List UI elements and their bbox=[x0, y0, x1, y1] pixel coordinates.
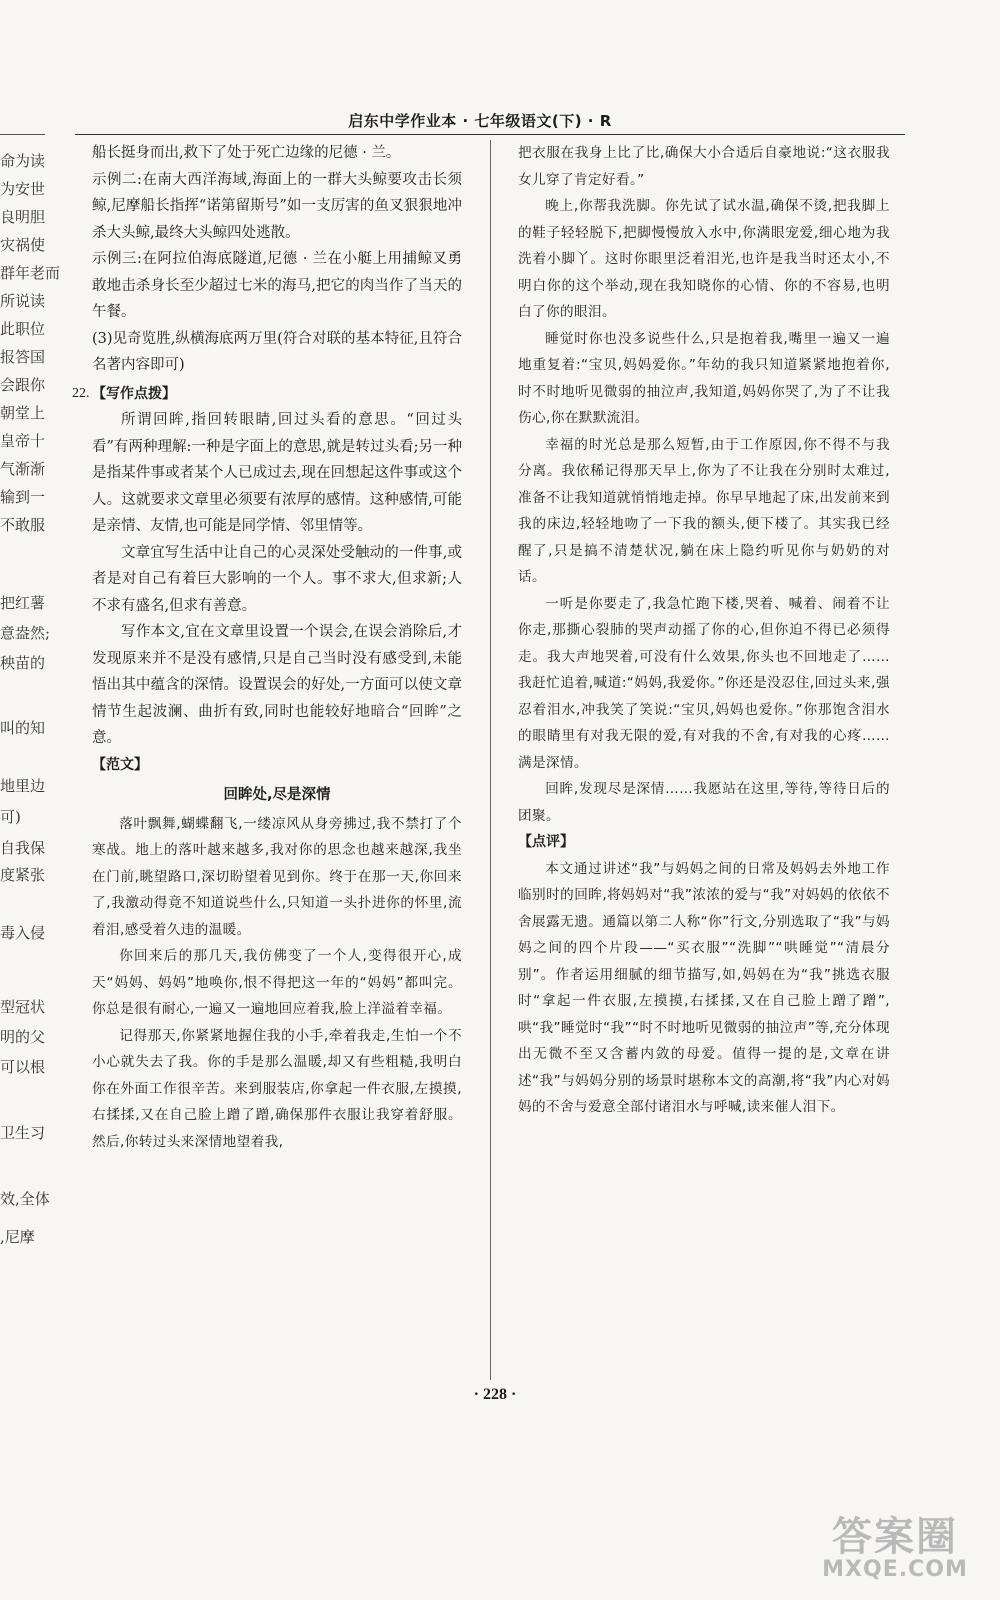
edge-fragment: 叫的知 bbox=[0, 719, 46, 737]
edge-fragment: 皇帝十 bbox=[0, 432, 46, 450]
edge-fragment: 此职位 bbox=[0, 320, 46, 338]
question-22-heading bbox=[72, 381, 462, 408]
edge-fragment: 自我保 bbox=[0, 839, 46, 857]
edge-fragment: 良明胆 bbox=[0, 208, 46, 226]
edge-fragment: 把红薯 bbox=[0, 594, 46, 612]
essay-paragraph: 落叶飘舞,蝴蝶翻飞,一缕凉风从身旁拂过,我不禁打了个寒战。地上的落叶越来越多,我对你的思念也越来越深,我坐在门前,眺望路口,深切盼望着见到你。终于在那一天,你回来了,我激动得竟不知道说些什么,只知道一头扑进你的怀里,流着泪,感受着久违的温暖。 bbox=[92, 815, 462, 938]
right-column bbox=[518, 140, 890, 1121]
edge-fragment: 明的父 bbox=[0, 1028, 46, 1046]
essay-paragraph: 你回来后的那几天,我仿佛变了一个人,变得很开心,成天“妈妈、妈妈”地唤你,恨不得把这一年的“妈妈”都叫完。你总是很有耐心,一遍又一遍地回应着我,脸上洋溢着幸福。 bbox=[92, 948, 462, 1017]
edge-fragment: 毒入侵 bbox=[0, 924, 46, 942]
edge-fragment: 型冠状 bbox=[0, 998, 46, 1016]
column-divider bbox=[490, 140, 491, 1380]
essay-paragraph: 把衣服在我身上比了比,确保大小合适后自豪地说:“这衣服我女儿穿了肯定好看。” bbox=[518, 145, 890, 188]
edge-fragment: 命为读 bbox=[0, 152, 46, 170]
edge-fragment: 会跟你 bbox=[0, 376, 46, 394]
edge-fragment: 秧苗的 bbox=[0, 654, 46, 672]
question-number: 22. bbox=[72, 385, 90, 401]
watermark-logo-text: 答案圈 bbox=[832, 1514, 958, 1560]
running-header: 启东中学作业本 · 七年级语文(下) · R bbox=[348, 112, 612, 130]
edge-fragment: 地里边 bbox=[0, 777, 46, 795]
edge-header-rule bbox=[0, 134, 45, 135]
essay-paragraph: 回眸,发现尽是深情……我愿站在这里,等待,等待日后的团聚。 bbox=[518, 781, 890, 824]
essay-paragraph: 睡觉时你也没多说些什么,只是抱着我,嘴里一遍又一遍地重复着:“宝贝,妈妈爱你。”年幼的我只知道紧紧地抱着你,时不时地听见微弱的抽泣声,我知道,妈妈你哭了,为了不让我伤心,你在默默流泪。 bbox=[518, 330, 890, 426]
watermark-url: MXQE.COM bbox=[822, 1557, 968, 1582]
writing-tips-paragraph: 所谓回眸,指回转眼睛,回过头看的意思。“回过头看”有两种理解:一种是字面上的意思,就是转过头看;另一种是指某件事或者某个人已成过去,现在回想起这件事或这个人。这就要求文章里必须要有浓厚的感情。这种感情,可能是亲情、友情,也可能是同学情、邻里情等。 bbox=[92, 412, 462, 534]
edge-fragment: 不敢服 bbox=[0, 516, 46, 534]
edge-fragment: 群年老而 bbox=[0, 264, 61, 282]
site-watermark bbox=[800, 1505, 990, 1595]
edge-fragment: 度紧张 bbox=[0, 866, 46, 884]
answer-continuation: 船长挺身而出,救下了处于死亡边缘的尼德 · 兰。 bbox=[92, 145, 401, 161]
edge-fragment: 卫生习 bbox=[0, 1124, 46, 1142]
answer-example-3: 示例三:在阿拉伯海底隧道,尼德 · 兰在小艇上用捕鲸叉勇敢地击杀身长至少超过七米的海马,把它的肉当作了当天的午餐。 bbox=[92, 251, 462, 320]
comment-paragraph: 本文通过讲述“我”与妈妈之间的日常及妈妈去外地工作临别时的回眸,将妈妈对“我”浓浓的爱与“我”对妈妈的依依不舍展露无遗。通篇以第二人称“你”行文,分别选取了“我”与妈妈之间的四个片段——“买衣服”“洗脚”“哄睡觉”“清晨分别”。作者运用细腻的细节描写,如,妈妈在为“我”挑选衣服时“拿起一件衣服,左摸摸,右揉揉,又在自己脸上蹭了蹭”,哄“我”睡觉时“我”“时不时地听见微弱的抽泣声”等,充分体现出无微不至又含蓄内敛的母爱。值得一提的是,文章在讲述“我”与妈妈分别的场景时堪称本文的高潮,将“我”内心对妈妈的不舍与爱意全部付诸泪水与呼喊,读来催人泪下。 bbox=[518, 860, 890, 1115]
edge-fragment: 输到一 bbox=[0, 488, 46, 506]
writing-tips-tag: 【写作点拨】 bbox=[92, 385, 176, 402]
edge-fragment: 为安世 bbox=[0, 180, 46, 198]
edge-fragment: 气渐渐 bbox=[0, 460, 46, 478]
model-essay-tag: 【范文】 bbox=[92, 756, 148, 773]
edge-fragment: 朝堂上 bbox=[0, 404, 46, 422]
edge-fragment: 报答国 bbox=[0, 348, 46, 366]
essay-title: 回眸处,尽是深情 bbox=[223, 787, 331, 803]
essay-paragraph: 一听是你要走了,我急忙跑下楼,哭着、喊着、闹着不让你走,那撕心裂肺的哭声动摇了你的心,但你迫不得已必须得走。我大声地哭着,可没有什么效果,你头也不回地走了……我赶忙追着,喊道:“妈妈,我爱你。”你还是没忍住,回过头来,强忍着泪水,冲我笑了笑说:“宝贝,妈妈也爱你。”你那饱含泪水的眼睛里有对我无限的爱,有对我的不舍,有对我的心疼……满是深情。 bbox=[518, 595, 890, 771]
edge-fragment: ,尼摩 bbox=[0, 1228, 35, 1246]
edge-fragment: 可以根 bbox=[0, 1058, 46, 1076]
edge-fragment: 意盎然; bbox=[0, 624, 51, 642]
edge-fragment: 所说读 bbox=[0, 292, 46, 310]
writing-tips-paragraph: 写作本文,宜在文章里设置一个误会,在误会消除后,才发现原来并不是没有感情,只是自己当时没有感受到,未能悟出其中蕴含的深情。设置误会的好处,一方面可以使文章情节生起波澜、曲折有致,同时也能较好地暗合“回眸”之意。 bbox=[92, 624, 462, 746]
edge-fragment: 效,全体 bbox=[0, 1190, 50, 1208]
answer-example-2: 示例二:在南大西洋海域,海面上的一群大头鲸要攻击长须鲸,尼摩船长指挥“诺第留斯号”如一支厉害的鱼叉狠狠地冲杀大头鲸,最终大头鲸四处逃散。 bbox=[92, 171, 462, 241]
essay-paragraph: 记得那天,你紧紧地握住我的小手,牵着我走,生怕一个不小心就失去了我。你的手是那么温暖,却又有些粗糙,我明白你在外面工作很辛苦。来到服装店,你拿起一件衣服,左摸摸,右揉揉,又在自己脸上蹭了蹭,确保那件衣服让我穿着舒服。然后,你转过头来深情地望着我, bbox=[92, 1027, 462, 1150]
left-column bbox=[72, 140, 462, 1155]
answer-item-3: (3)见奇览胜,纵横海底两万里(符合对联的基本特征,且符合名著内容即可) bbox=[92, 330, 462, 373]
writing-tips-paragraph: 文章宜写生活中让自己的心灵深处受触动的一件事,或者是对自己有着巨大影响的一个人。事不求大,但求新;人不求有盛名,但求有善意。 bbox=[92, 544, 462, 614]
essay-paragraph: 幸福的时光总是那么短暂,由于工作原因,你不得不与我分离。我依稀记得那天早上,你为了不让我在分别时太难过,准备不让我知道就悄悄地走掉。你早早地起了床,出发前来到我的床边,轻轻地吻了一下我的额头,便下楼了。其实我已经醒了,只是搞不清楚状况,躺在床上隐约听见你与奶奶的对话。 bbox=[518, 436, 890, 585]
comment-tag: 【点评】 bbox=[518, 834, 574, 850]
header-rule bbox=[75, 134, 905, 135]
edge-fragment: 可) bbox=[0, 808, 21, 826]
edge-fragment: 灾祸使 bbox=[0, 236, 46, 254]
page-number: · 228 · bbox=[473, 1386, 517, 1403]
essay-paragraph: 晚上,你帮我洗脚。你先试了试水温,确保不烫,把我脚上的鞋子轻轻脱下,把脚慢慢放入水中,你满眼宠爱,细心地为我洗着小脚丫。这时你眼里泛着泪光,也许是我当时还太小,不明白你的这个举动,现在我知晓你的心情、你的不容易,也明白了你的眼泪。 bbox=[518, 198, 890, 320]
